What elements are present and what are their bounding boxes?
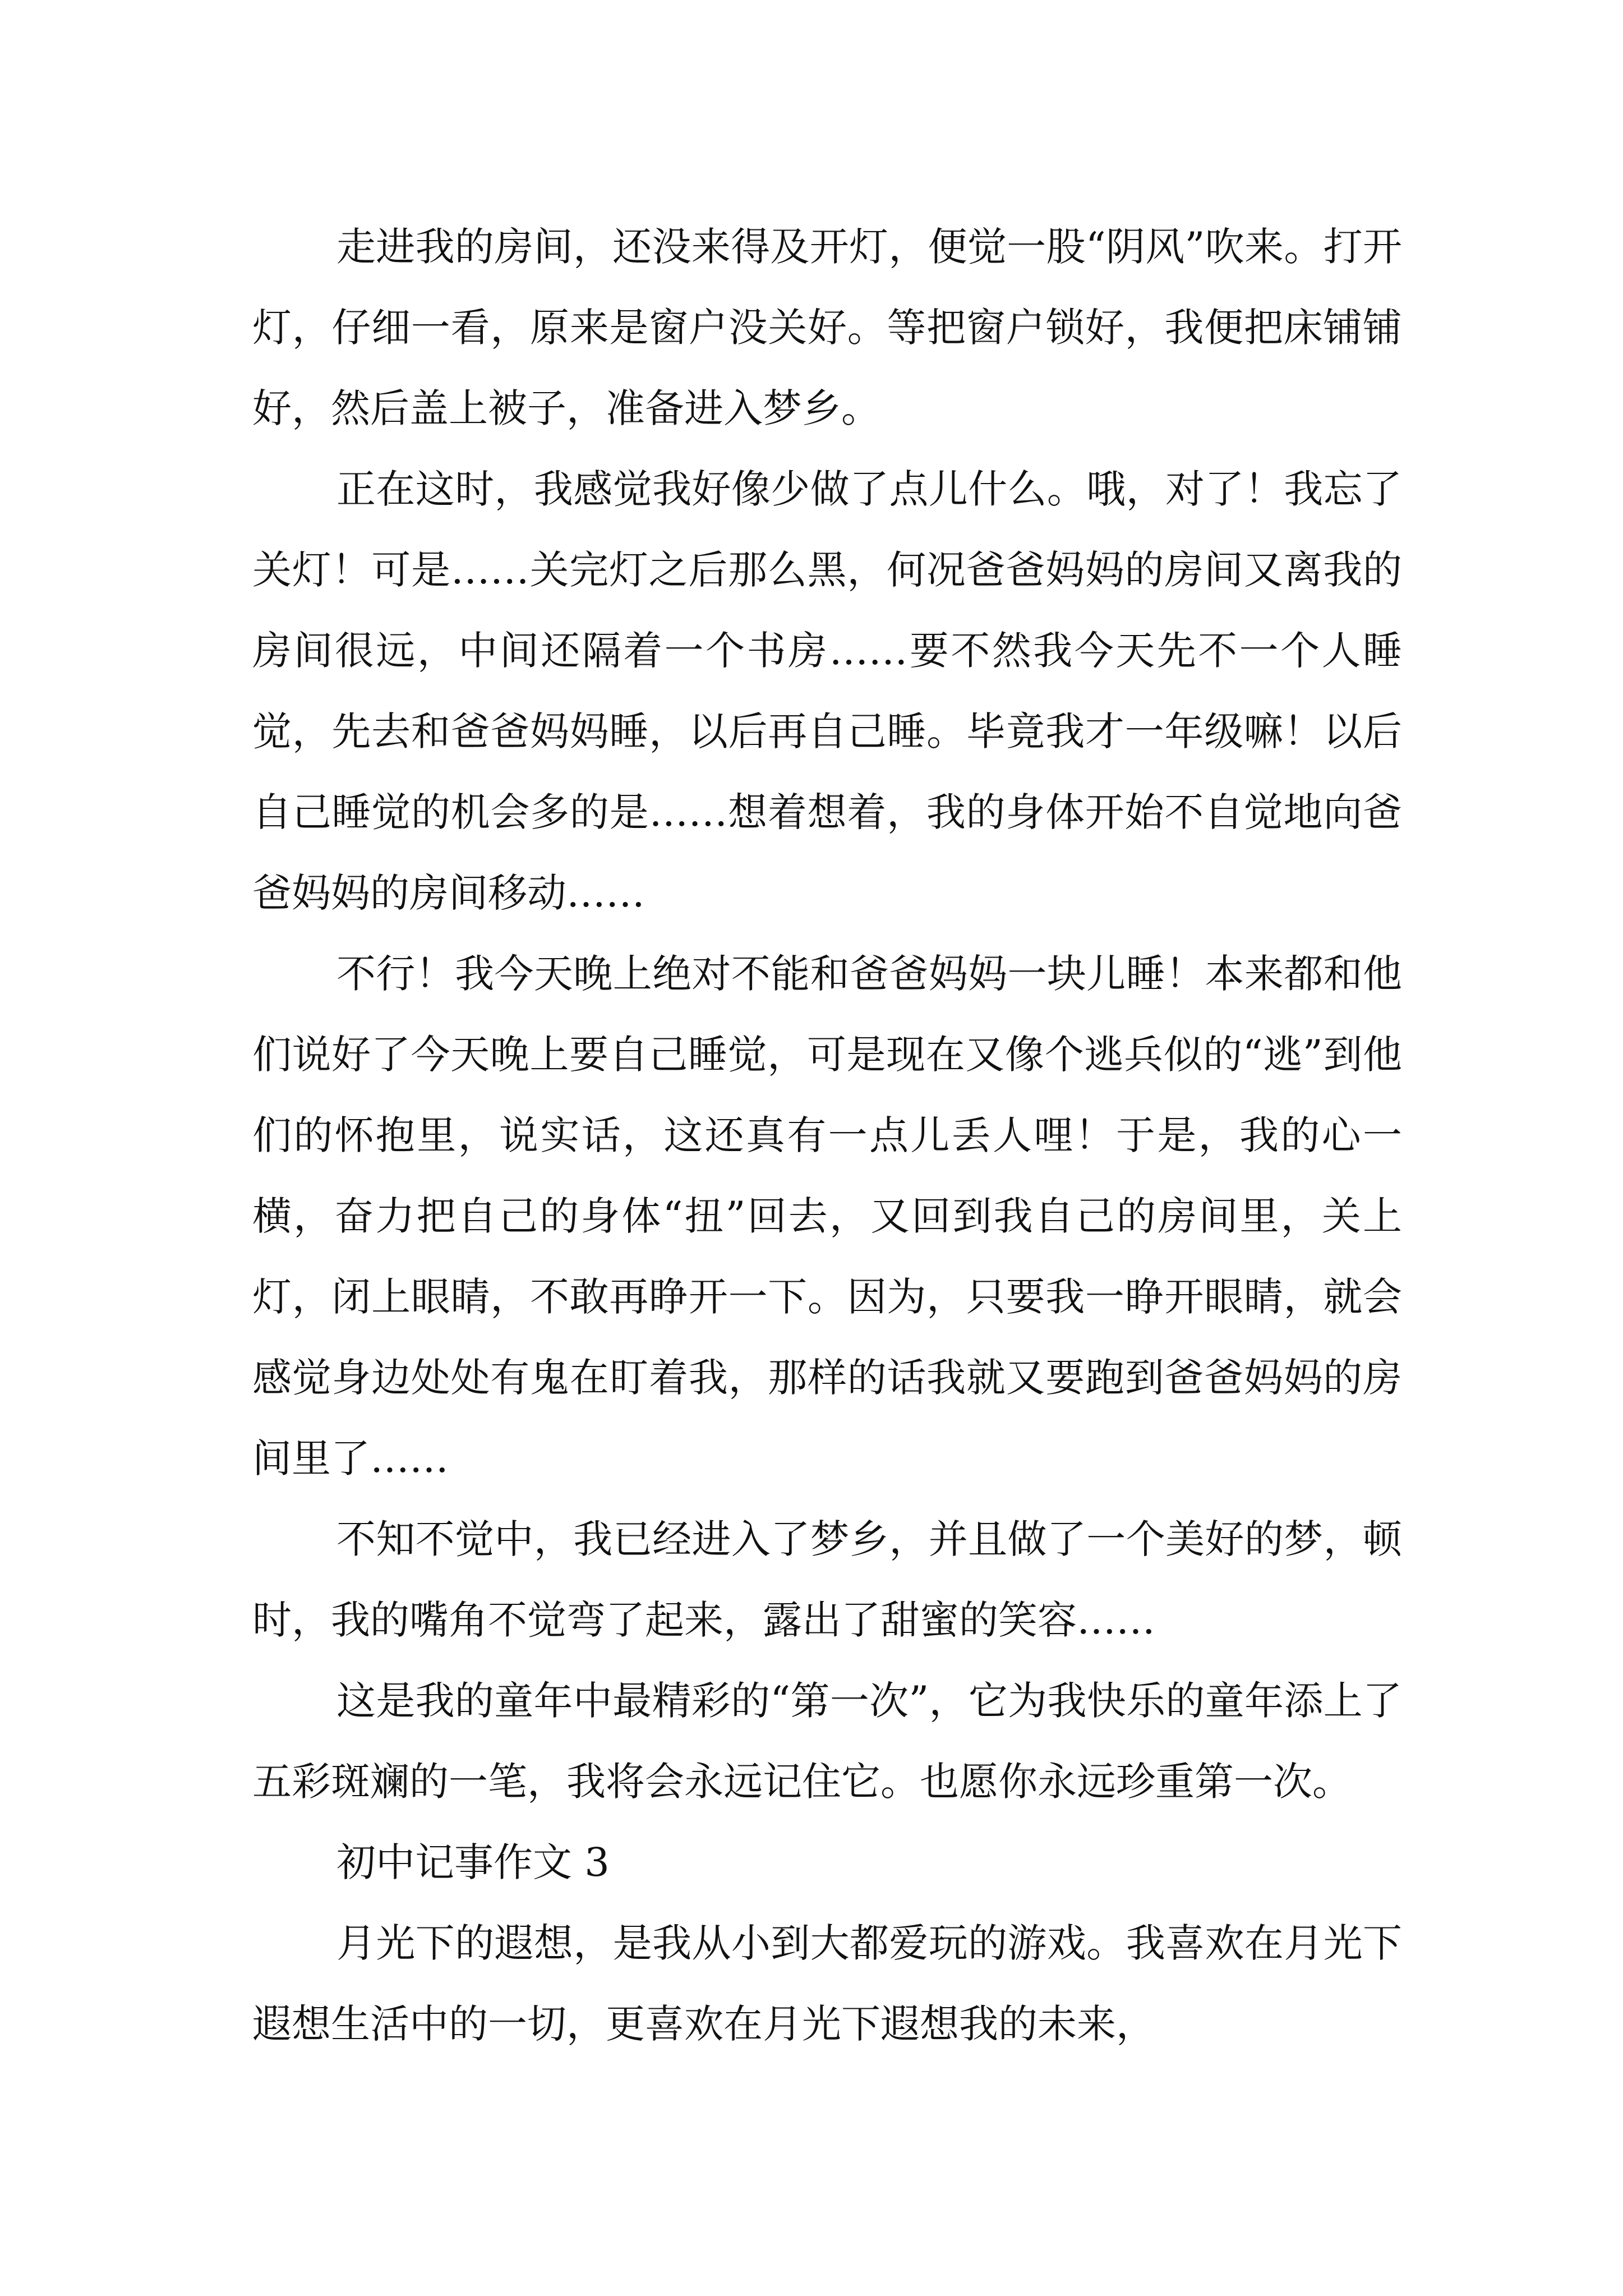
section-heading: 初中记事作文 3 <box>336 1839 610 1885</box>
paragraph-5: 这是我的童年中最精彩的“第一次”，它为我快乐的童年添上了五彩斑斓的一笔，我将会永远记住它。也愿你永远珍重第一次。 <box>252 1678 1402 1805</box>
paragraph-3: 不行！我今天晚上绝对不能和爸爸妈妈一块儿睡！本来都和他们说好了今天晚上要自己睡觉，可是现在又像个逃兵似的“逃”到他们的怀抱里，说实话，这还真有一点儿丢人哩！于是，我的心一横，奋力把自己的身体“扭”回去，又回到我自己的房间里，关上灯，闭上眼睛，不敢再睁开一下。因为，只要我一睁开眼睛，就会感觉身边处处有鬼在盯着我，那样的话我就又要跑到爸爸妈妈的房间里了…… <box>252 951 1402 1481</box>
paragraph-4: 不知不觉中，我已经进入了梦乡，并且做了一个美好的梦，顿时，我的嘴角不觉弯了起来，露出了甜蜜的笑容…… <box>252 1516 1402 1643</box>
paragraph-1: 走进我的房间，还没来得及开灯，便觉一股“阴风”吹来。打开灯，仔细一看，原来是窗户没关好。等把窗户锁好，我便把床铺铺好，然后盖上被子，准备进入梦乡。 <box>252 224 1402 431</box>
paragraph-6: 月光下的遐想，是我从小到大都爱玩的游戏。我喜欢在月光下遐想生活中的一切，更喜欢在月光下遐想我的未来， <box>252 1920 1402 2047</box>
document-body <box>252 206 1402 2064</box>
paragraph-2: 正在这时，我感觉我好像少做了点儿什么。哦，对了！我忘了关灯！可是……关完灯之后那么黑，何况爸爸妈妈的房间又离我的房间很远，中间还隔着一个书房……要不然我今天先不一个人睡觉，先去和爸爸妈妈睡，以后再自己睡。毕竟我才一年级嘛！以后自己睡觉的机会多的是……想着想着，我的身体开始不自觉地向爸爸妈妈的房间移动…… <box>252 466 1402 916</box>
